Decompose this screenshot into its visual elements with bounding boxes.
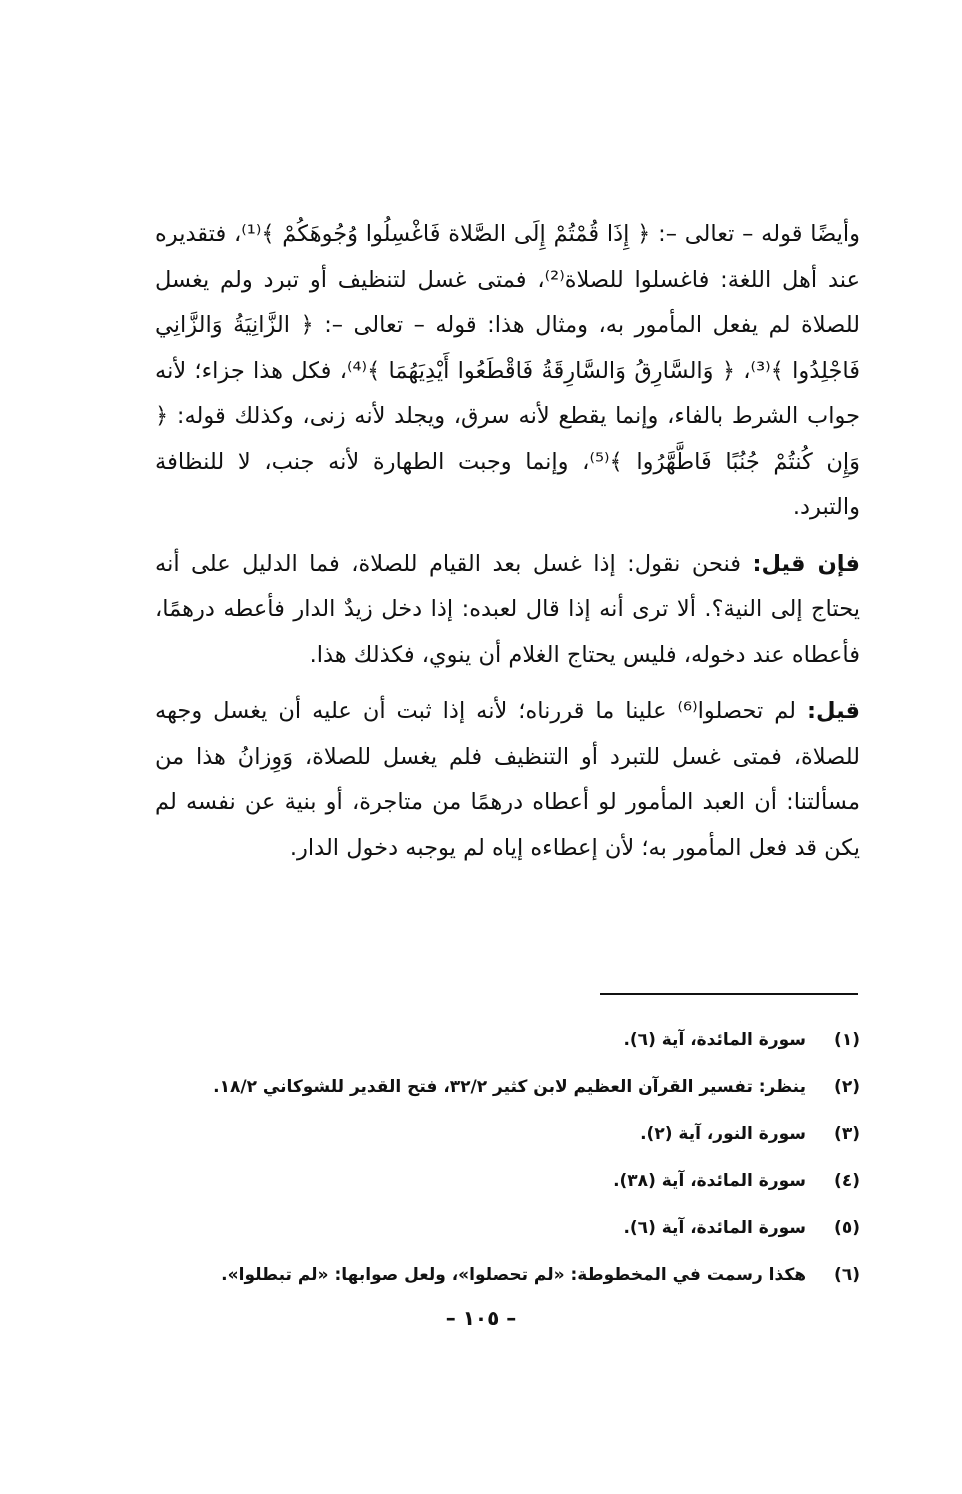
paragraph-3: [155, 689, 860, 871]
page-number: – ١٠٥ –: [445, 1306, 517, 1330]
footnote-text: ينظر: تفسير القرآن العظيم لابن كثير ٣٢/٢، فتح القدير للشوكاني ١٨/٢.: [213, 1077, 806, 1097]
paragraph-1: [155, 212, 860, 531]
footnote-number: (١): [834, 1030, 860, 1050]
footnote-number: (٦): [834, 1265, 860, 1285]
footnote-item: [155, 1265, 860, 1312]
main-text: [155, 212, 860, 882]
footnote-number: (٤): [834, 1171, 860, 1191]
paragraph-text: لم تحصلوا⁽⁶⁾ علينا ما قررناه؛ لأنه إذا ثبت أن عليه أن يغسل وجهه للصلاة، فمتى غسل للتبرد أو التنظيف فلم يغسل للصلاة، وَوِزانُ هذا من مسألتنا: أن العبد المأمور لو أعطاه درهمًا من متاجرة، أو بنية عن نفسه لم يكن قد فعل المأمور به؛ لأن إعطاءه إياه لم يوجبه دخول الدار.: [155, 698, 860, 861]
paragraph-lead: قيل:: [807, 698, 860, 724]
footnote-text: هكذا رسمت في المخطوطة: «لم تحصلوا»، ولعل صوابها: «لم تبطلوا».: [221, 1265, 806, 1285]
paragraph-2: [155, 542, 860, 679]
footnote-item: [155, 1030, 860, 1077]
footnote-item: [155, 1171, 860, 1218]
footnote-number: (٢): [834, 1077, 860, 1097]
paragraph-text: وأيضًا قوله – تعالى –: ﴿ إِذَا قُمْتُمْ إِلَى الصَّلاة فَاغْسِلُوا وُجُوهَكُمْ ﴾⁽¹⁾، فتقديره عند أهل اللغة: فاغسلوا للصلاة⁽²⁾، فمتى غسل لتنظيف أو تبرد ولم يغسل للصلاة لم يفعل المأمور به، ومثال هذا: قوله – تعالى –: ﴿ الزَّانِيَةُ وَالزَّانِي فَاجْلِدُوا ﴾⁽³⁾، ﴿ وَالسَّارِقُ وَالسَّارِقَةُ فَاقْطَعُوا أَيْدِيَهُمَا ﴾⁽⁴⁾، فكل هذا جزاء؛ لأنه جواب الشرط بالفاء، وإنما يقطع لأنه سرق، ويجلد لأنه زنى، وكذلك قوله: ﴿ وَإِن كُنتُمْ جُنُبًا فَاطَّهَّرُوا ﴾⁽⁵⁾، وإنما وجبت الطهارة لأنه جنب، لا للنظافة والتبرد.: [155, 221, 860, 520]
footnote-text: سورة النور، آية (٢).: [640, 1124, 806, 1144]
footnote-item: [155, 1077, 860, 1124]
footnote-number: (٥): [834, 1218, 860, 1238]
footnote-item: [155, 1124, 860, 1171]
paragraph-text: فنحن نقول: إذا غسل بعد القيام للصلاة، فما الدليل على أنه يحتاج إلى النية؟. ألا ترى أنه إذا قال لعبده: إذا دخل زيدٌ الدار فأعطه درهمًا، فأعطاه عند دخوله، فليس يحتاج الغلام أن ينوي، فكذلك هذا.: [155, 550, 860, 668]
footnote-number: (٣): [834, 1124, 860, 1144]
footnotes-list: [155, 1030, 860, 1312]
footnote-item: [155, 1218, 860, 1265]
footnote-text: سورة المائدة، آية (٦).: [623, 1218, 806, 1238]
footnote-text: سورة المائدة، آية (٦).: [623, 1030, 806, 1050]
footnote-separator: [600, 993, 858, 995]
paragraph-lead: فإن قيل:: [752, 550, 860, 577]
footnote-text: سورة المائدة، آية (٣٨).: [613, 1171, 806, 1191]
